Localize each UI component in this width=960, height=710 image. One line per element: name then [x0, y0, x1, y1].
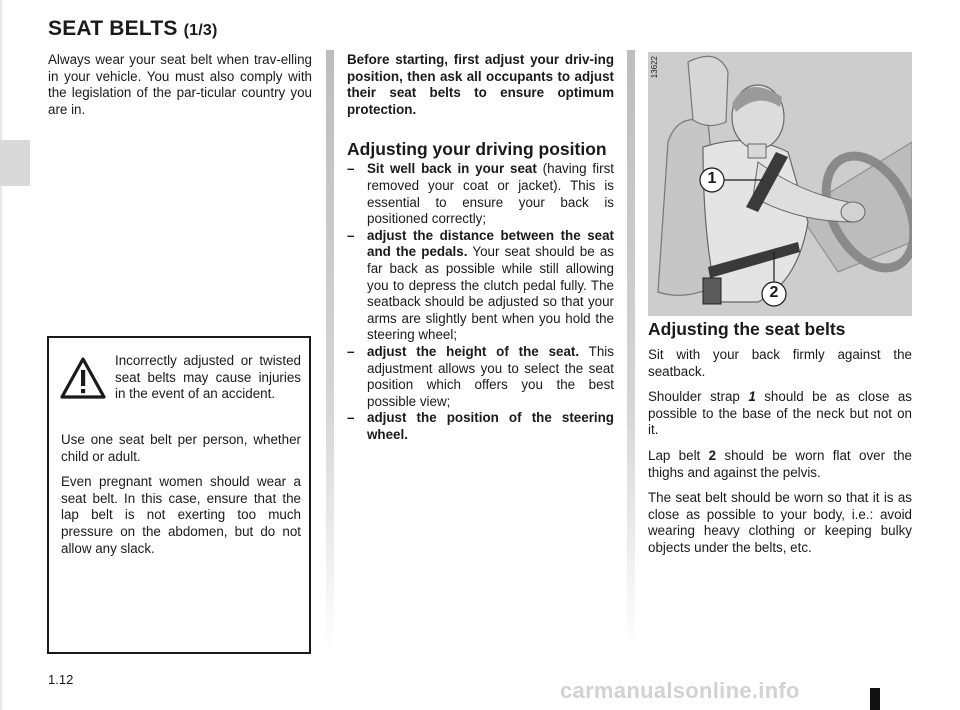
adjustment-list	[347, 161, 614, 443]
list-item: – Sit well back in your seat (having first removed your coat or jacket). This is essential to ensure your back is positioned correctly;	[347, 161, 614, 227]
callout-1: 1	[707, 170, 717, 187]
section-heading-driving-position: Adjusting your driving position	[347, 139, 607, 160]
list-item: – adjust the distance between the seat and the pedals. Your seat should be as far back as possible while still allowing you to depress the clutch pedal fully. The seatback should be adjusted so that your arms are slightly bent when you hold the steering wheel;	[347, 227, 614, 343]
column-middle	[347, 52, 614, 443]
before-starting-paragraph: Before starting, first adjust your driv-ing position, then ask all occupants to adjust their seat belts to ensure optimum protection.	[347, 52, 614, 117]
warning-body	[61, 432, 301, 566]
chapter-tab	[0, 140, 30, 186]
column-separator	[326, 50, 334, 650]
paragraph: The seat belt should be worn so that it is as close as possible to your body, i.e.: avoid wearing heavy clothing or keeping bulky objects under the belts, etc.	[648, 490, 912, 555]
paragraph: Lap belt 2 should be worn flat over the thighs and against the pelvis.	[648, 447, 912, 480]
column-right	[648, 320, 912, 566]
list-item: – adjust the height of the seat. This adjustment allows you to select the seat position which offers you the best possible view;	[347, 343, 614, 409]
intro-paragraph: Always wear your seat belt when trav-elling in your vehicle. You must also comply with the legislation of the par-ticular country you are in.	[48, 52, 312, 117]
watermark: carmanualsonline.info	[560, 678, 800, 703]
warning-text-2: Use one seat belt per person, whether child or adult.	[61, 432, 301, 464]
warning-box	[47, 336, 311, 654]
title-text: SEAT BELTS	[48, 17, 178, 40]
driver-figure	[648, 52, 912, 316]
list-item: – adjust the position of the steering wheel.	[347, 410, 614, 442]
title-part: (1/3)	[183, 22, 218, 39]
column-left	[48, 52, 312, 127]
figure-reference-id: 13622	[650, 56, 659, 79]
warning-text-1: Incorrectly adjusted or twisted seat belts may cause injuries in the event of an accident.	[115, 353, 301, 402]
seat-belt-illustration	[648, 52, 912, 316]
paragraph: Sit with your back firmly against the seatback.	[648, 347, 912, 379]
paragraph: Shoulder strap 1 should be as close as possible to the base of the neck but not on it.	[648, 389, 912, 438]
page-title	[48, 17, 218, 41]
page-edge	[0, 0, 2, 710]
column-separator	[627, 50, 635, 650]
corner-mark	[870, 688, 880, 710]
page-number: 1.12	[48, 672, 74, 687]
section-heading-seat-belts: Adjusting the seat belts	[648, 319, 846, 339]
warning-text-3: Even pregnant women should wear a seat belt. In this case, ensure that the lap belt is not exerting too much pressure on the abdomen, but do not allow any slack.	[61, 474, 301, 556]
warning-triangle-icon	[59, 356, 107, 400]
callout-2: 2	[769, 284, 779, 301]
